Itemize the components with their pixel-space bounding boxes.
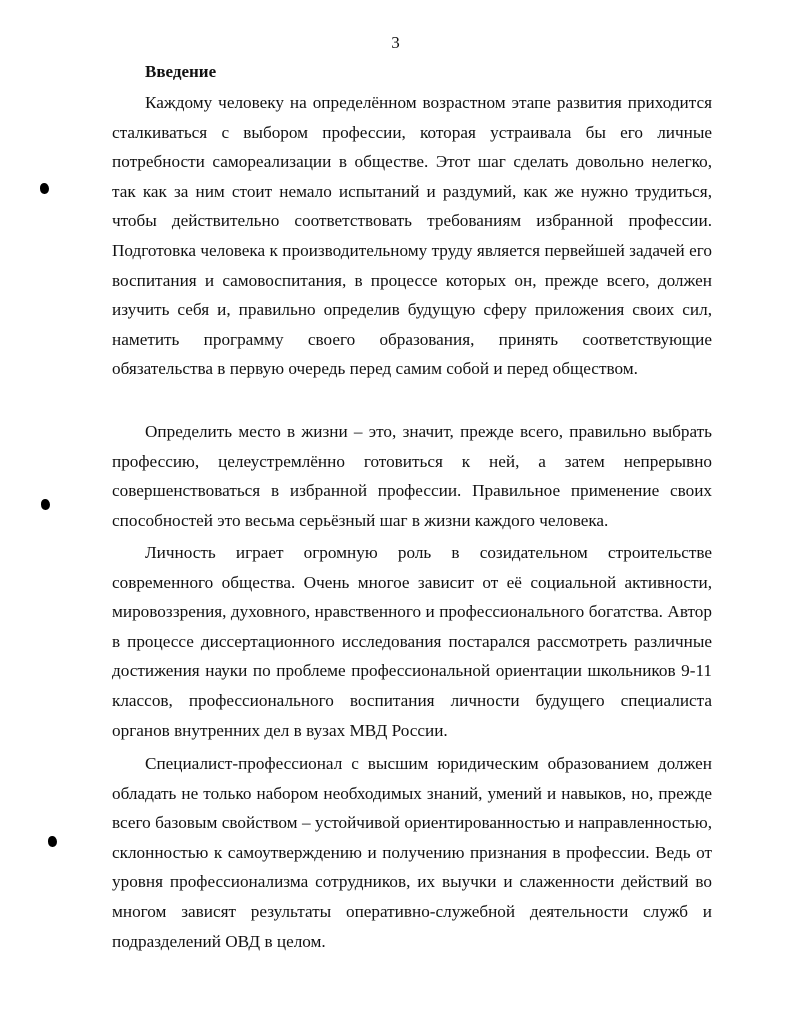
binding-hole-mark [41, 499, 50, 510]
binding-hole-mark [40, 183, 49, 194]
paragraph-4: Специалист-профессионал с высшим юридическим образованием должен обладать не только набором необходимых знаний, умений и навыков, но, прежде всего базовым свойством – устойчивой ориентированностью и направленностью, склонностью к самоутверждению и получению признания в профессии. Ведь от уровня профессионализма сотрудников, их выучки и слаженности действий во многом зависят результаты оперативно-служебной деятельности служб и подразделений ОВД в целом. [112, 754, 712, 951]
paragraph-1: Каждому человеку на определённом возрастном этапе развития приходится сталкиваться с выбором профессии, которая устраивала бы его личные потребности самореализации в обществе. Этот шаг сделать довольно нелегко, так как за ним стоит немало испытаний и раздумий, как же нужно трудиться, чтобы действительно соответствовать требованиям избранной профессии. Подготовка человека к производительному труду является первейшей задачей его воспитания и самовоспитания, в процессе которых он, прежде всего, должен изучить себя и, правильно определив будущую сферу приложения своих сил, наметить программу своего образования, принять соответствующие обязательства в первую очередь перед самим собой и перед обществом. [112, 93, 712, 379]
page-number: 3 [391, 33, 400, 52]
paragraph-2: Определить место в жизни – это, значит, прежде всего, правильно выбрать профессию, целеустремлённо готовиться к ней, а затем непрерывно совершенствоваться в избранной профессии. Правильное применение своих способностей это весьма серьёзный шаг в жизни каждого человека. [112, 422, 712, 530]
paragraph-3: Личность играет огромную роль в созидательном строительстве современного общества. Очень многое зависит от её социальной активности, мировоззрения, духовного, нравственного и профессионального богатства. Автор в процессе диссертационного исследования постарался рассмотреть различные достижения науки по проблеме профессиональной ориентации школьников 9-11 классов, профессионального воспитания личности будущего специалиста органов внутренних дел в вузах МВД России. [112, 543, 712, 740]
binding-hole-mark [48, 836, 57, 847]
section-heading: Введение [145, 62, 217, 81]
